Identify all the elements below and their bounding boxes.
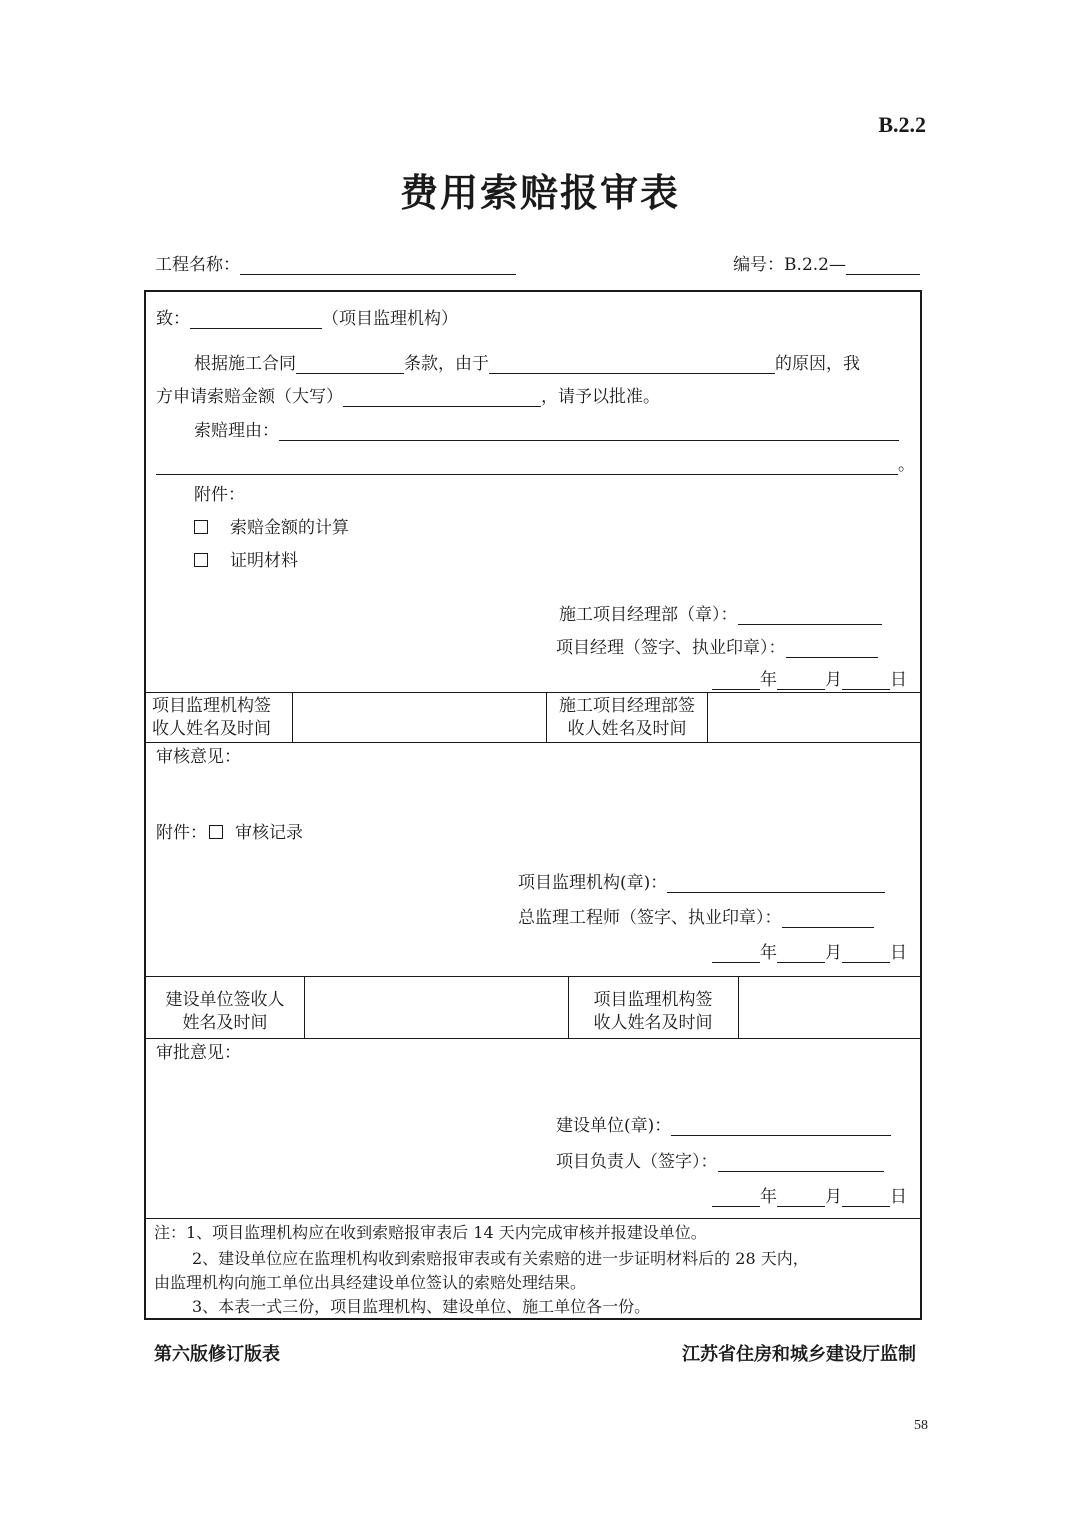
footer-issuer: 江苏省住房和城乡建设厅监制: [682, 1344, 916, 1365]
divider-approval: [144, 1218, 922, 1219]
note-line-1: 注：1、项目监理机构应在收到索赔报审表后 14 天内完成审核并报建设单位。: [154, 1223, 707, 1242]
date-row-1: 年 月 日: [712, 670, 907, 690]
receipt1-left-label: 项目监理机构签 收人姓名及时间: [152, 696, 271, 739]
receipt2-left-label: 建设单位签收人 姓名及时间: [165, 990, 285, 1033]
serial-field[interactable]: [846, 256, 920, 275]
divider-application: [144, 692, 922, 693]
checkbox[interactable]: [209, 825, 223, 839]
sign-dept-field[interactable]: [738, 606, 882, 625]
sign-dept-row: 施工项目经理部（章）：: [559, 605, 882, 625]
review-label: 审核意见：: [156, 747, 241, 767]
date-row-2: 年 月 日: [712, 943, 907, 963]
to-label: 致：: [156, 309, 190, 329]
footer-edition: 第六版修订版表: [154, 1344, 280, 1365]
divider-receipt1: [144, 742, 922, 743]
approval-person-row: 项目负责人（签字）：: [556, 1152, 884, 1172]
reason-row: 索赔理由：: [194, 421, 899, 441]
serial-row: [733, 250, 920, 275]
project-name-label: 工程名称：: [155, 255, 240, 275]
receipt1-right-label: 施工项目经理部签 收人姓名及时间: [559, 696, 695, 739]
review-engineer-field[interactable]: [782, 909, 874, 928]
approval-unit-field[interactable]: [671, 1117, 891, 1136]
page-title: 费用索赔报审表: [399, 171, 680, 215]
divider-review: [144, 976, 922, 977]
paragraph-line-1: 根据施工合同 条款，由于 的原因，我: [194, 354, 860, 374]
review-org-field[interactable]: [667, 874, 885, 893]
receipt2-right-label: 项目监理机构签 收人姓名及时间: [593, 990, 713, 1033]
attach-item-calc[interactable]: 索赔金额的计算: [194, 518, 349, 538]
approval-label: 审批意见：: [156, 1043, 241, 1063]
date-row-3: 年 月 日: [712, 1187, 907, 1207]
review-attach-row[interactable]: 附件： 审核记录: [156, 823, 303, 843]
serial-label: 编号：B.2.2—: [733, 255, 846, 275]
contract-clause-field[interactable]: [296, 355, 404, 374]
checkbox[interactable]: [194, 553, 208, 567]
review-org-row: 项目监理机构(章)：: [518, 873, 885, 893]
project-name-row: [155, 250, 516, 275]
approval-unit-row: 建设单位(章)：: [556, 1116, 891, 1136]
cause-field[interactable]: [489, 355, 775, 374]
note-line-4: 3、本表一式三份，项目监理机构、建设单位、施工单位各一份。: [192, 1297, 651, 1316]
reason-field-2[interactable]: [156, 456, 898, 475]
paragraph-line-2: 方申请索赔金额（大写） ，请予以批准。: [156, 387, 660, 407]
form-code: B.2.2: [878, 112, 926, 137]
sign-manager-row: 项目经理（签字、执业印章）：: [556, 638, 878, 658]
project-name-field[interactable]: [240, 256, 516, 275]
approval-person-field[interactable]: [718, 1153, 884, 1172]
checkbox[interactable]: [194, 520, 208, 534]
review-engineer-row: 总监理工程师（签字、执业印章）：: [518, 908, 874, 928]
reason-row-2: 。: [156, 455, 915, 475]
page-number: 58: [914, 1418, 928, 1433]
to-suffix: （项目监理机构）: [322, 309, 458, 329]
attach-item-proof[interactable]: 证明材料: [194, 551, 298, 571]
note-line-2: 2、建设单位应在监理机构收到索赔报审表或有关索赔的进一步证明材料后的 28 天内，: [192, 1249, 809, 1268]
reason-field-1[interactable]: [279, 422, 899, 441]
attach-label: 附件：: [194, 485, 245, 505]
claim-amount-field[interactable]: [343, 388, 541, 407]
note-line-3: 由监理机构向施工单位出具经建设单位签认的索赔处理结果。: [154, 1273, 587, 1292]
to-row: [156, 309, 458, 329]
to-field[interactable]: [190, 310, 322, 329]
sign-manager-field[interactable]: [786, 639, 878, 658]
divider-receipt2: [144, 1038, 922, 1039]
